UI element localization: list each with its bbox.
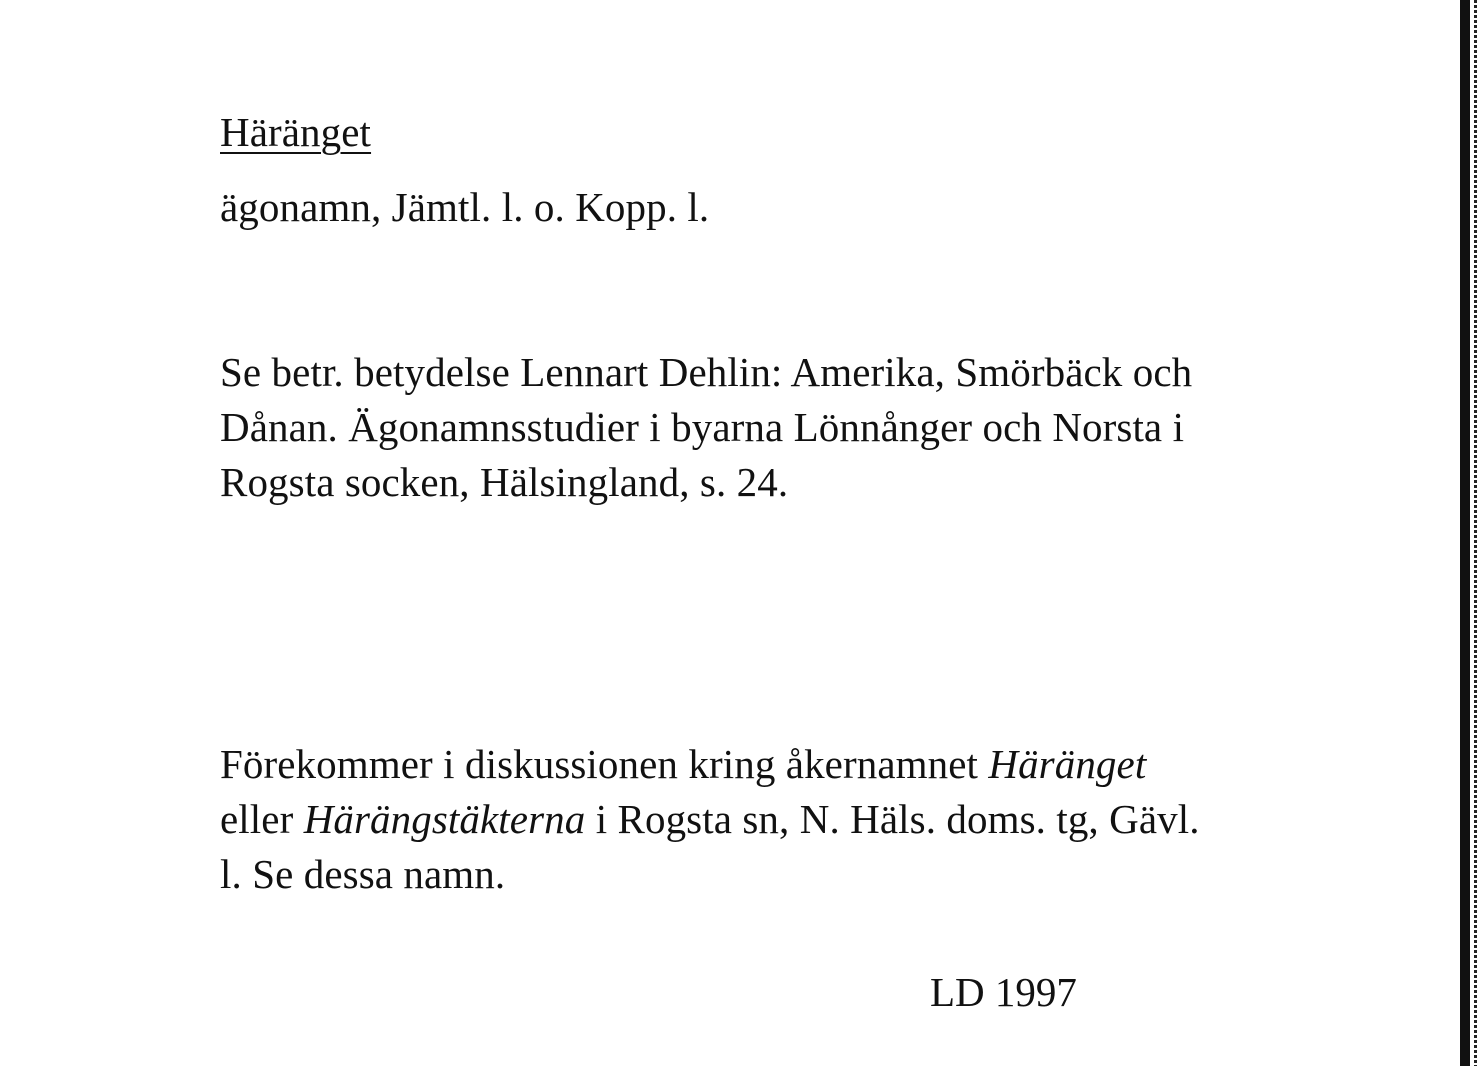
place-name-italic: Härängstäkterna — [303, 796, 586, 842]
scan-edge-border — [1474, 0, 1477, 1066]
entry-heading: Häränget — [220, 109, 372, 155]
discussion-text: eller — [220, 796, 304, 842]
discussion-line — [220, 792, 1360, 847]
discussion-line — [220, 737, 1360, 792]
reference-line: Se betr. betydelse Lennart Dehlin: Amerika, Smörbäck och — [220, 349, 1193, 395]
discussion-text: i Rogsta sn, N. Häls. doms. tg, Gävl. — [585, 796, 1200, 842]
discussion-paragraph — [220, 737, 1360, 902]
discussion-line: l. Se dessa namn. — [220, 851, 506, 897]
reference-line: Dånan. Ägonamnsstudier i byarna Lönnånger och Norsta i — [220, 404, 1185, 450]
scan-edge-bar — [1460, 0, 1470, 1066]
reference-line: Rogsta socken, Hälsingland, s. 24. — [220, 459, 789, 505]
reference-paragraph — [220, 345, 1360, 510]
discussion-text: Förekommer i diskussionen kring åkernamnet — [220, 741, 989, 787]
entry-classification: ägonamn, Jämtl. l. o. Kopp. l. — [220, 184, 710, 230]
place-name-italic: Häränget — [988, 741, 1147, 787]
author-signature: LD 1997 — [930, 969, 1077, 1015]
